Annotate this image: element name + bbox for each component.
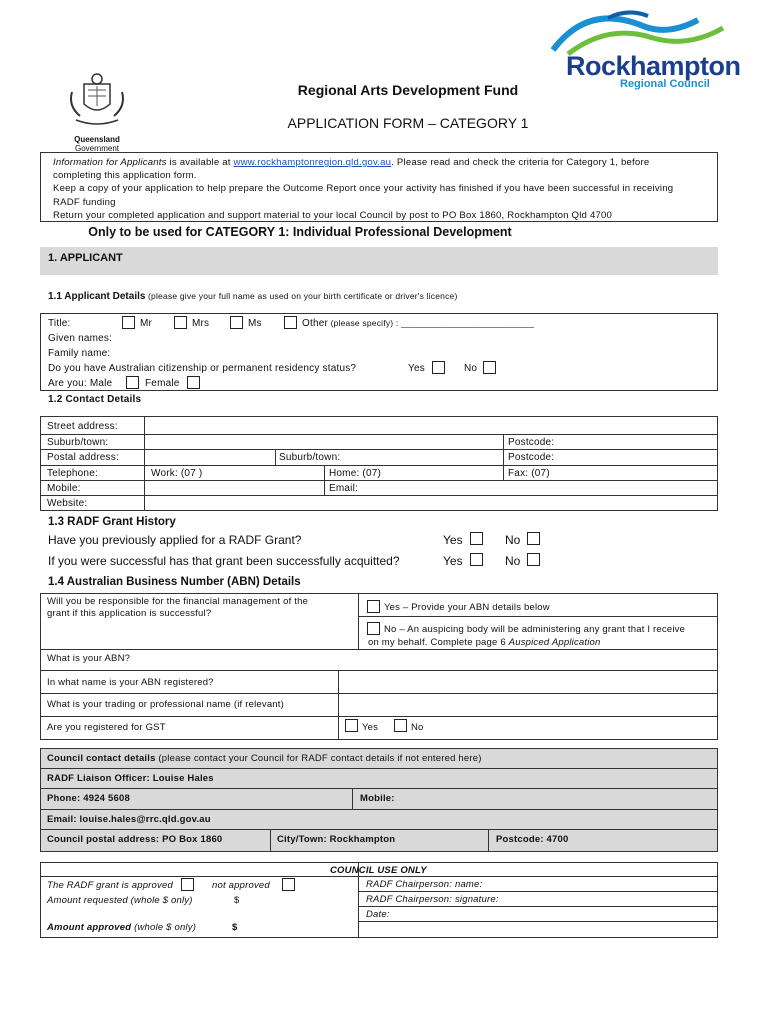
suburb-label: Suburb/town: — [47, 437, 109, 448]
grant-acquitted-yes-label: Yes — [443, 554, 463, 568]
category-notice: Only to be used for CATEGORY 1: Individual Professional Development — [88, 225, 512, 239]
grant-history-heading: 1.3 RADF Grant History — [48, 516, 176, 528]
other-label: Other — [302, 318, 329, 329]
info-line-3: Keep a copy of your application to help prepare the Outcome Report once your activity has finished if you have been successful in receiving — [53, 183, 674, 195]
fax-label: Fax: (07) — [508, 468, 550, 479]
mr-checkbox[interactable] — [122, 316, 135, 329]
abn-registered-name-label: In what name is your ABN registered? — [47, 677, 214, 688]
other-checkbox[interactable] — [284, 316, 297, 329]
section-applicant-header: 1. APPLICANT — [40, 247, 718, 275]
grant-approved-label: The RADF grant is approved — [47, 880, 173, 891]
amount-requested-dollar: $ — [234, 895, 240, 906]
grant-acquitted-no-label: No — [505, 554, 521, 568]
date-label: Date: — [366, 909, 390, 920]
liaison-officer: RADF Liaison Officer: Louise Hales — [47, 773, 214, 784]
mobile-label: Mobile: — [47, 483, 81, 494]
grant-approved-checkbox[interactable] — [181, 878, 194, 891]
male-checkbox[interactable] — [126, 376, 139, 389]
grant-applied-no-label: No — [505, 533, 521, 547]
female-checkbox[interactable] — [187, 376, 200, 389]
fund-title: Regional Arts Development Fund — [297, 82, 519, 98]
info-line-2: completing this application form. — [53, 170, 197, 182]
abn-no-line1: No – An auspicing body will be administering any grant that I receive — [384, 624, 686, 635]
postal-suburb-label: Suburb/town: — [279, 452, 341, 463]
home-phone-label: Home: (07) — [329, 468, 382, 479]
grant-acquitted-yes-checkbox[interactable] — [470, 553, 483, 566]
grant-acquitted-question: If you were successful has that grant been successfully acquitted? — [48, 554, 400, 568]
auspiced-application-reference: Auspiced Application — [508, 636, 601, 648]
council-contact-label: Council contact details — [47, 753, 156, 764]
female-label: Female — [145, 378, 180, 389]
council-phone: Phone: 4924 5608 — [47, 793, 130, 804]
gst-no-label: No — [411, 722, 424, 733]
council-contact-heading — [47, 753, 482, 764]
contact-details-heading: 1.2 Contact Details — [48, 394, 142, 405]
info-text: is available at — [166, 157, 234, 168]
abn-responsible-line1: Will you be responsible for the financial management of the — [47, 596, 309, 607]
postal-address-label: Postal address: — [47, 452, 119, 463]
citizenship-no-label: No — [464, 363, 478, 374]
mrs-checkbox[interactable] — [174, 316, 187, 329]
telephone-label: Telephone: — [47, 468, 98, 479]
grant-applied-yes-checkbox[interactable] — [470, 532, 483, 545]
not-approved-checkbox[interactable] — [282, 878, 295, 891]
contact-table — [40, 416, 718, 511]
grant-applied-no-checkbox[interactable] — [527, 532, 540, 545]
citizenship-no-checkbox[interactable] — [483, 361, 496, 374]
abn-yes-label: Yes – Provide your ABN details below — [384, 602, 550, 613]
council-website-link[interactable]: www.rockhamptonregion.qld.gov.au — [233, 157, 392, 168]
abn-yes-checkbox[interactable] — [367, 600, 380, 613]
rockhampton-logo — [548, 8, 748, 93]
council-email: Email: louise.hales@rrc.qld.gov.au — [47, 814, 211, 825]
abn-no-line2: on my behalf. Complete page 6 — [368, 636, 509, 648]
info-label: Information for Applicants — [53, 157, 167, 168]
other-title — [302, 318, 534, 329]
amount-approved-note: (whole $ only) — [131, 922, 197, 933]
applicant-details-label: 1.1 Applicant Details — [48, 291, 146, 302]
given-names-label: Given names: — [48, 333, 113, 344]
ms-label: Ms — [248, 318, 262, 329]
grant-acquitted-no-checkbox[interactable] — [527, 553, 540, 566]
ms-checkbox[interactable] — [230, 316, 243, 329]
chairperson-signature-label: RADF Chairperson: signature: — [366, 894, 499, 905]
title-label: Title: — [48, 318, 71, 329]
grant-applied-question: Have you previously applied for a RADF Grant? — [48, 533, 302, 547]
info-line-4: RADF funding — [53, 196, 116, 208]
chairperson-name-label: RADF Chairperson: name: — [366, 879, 483, 890]
gst-yes-label: Yes — [362, 722, 379, 733]
postcode-label: Postcode: — [508, 437, 555, 448]
trading-name-label: What is your trading or professional name (if relevant) — [47, 699, 284, 710]
info-box — [40, 152, 718, 222]
applicant-details-heading — [48, 291, 458, 302]
info-line-5: Return your completed application and support material to your local Council by post to PO Box 1860, Rockhampton Qld 4700 — [53, 209, 613, 221]
council-postcode: Postcode: 4700 — [496, 834, 569, 845]
amount-approved-heading — [47, 922, 196, 933]
info-text-2: . Please read and check the criteria for Category 1, before — [391, 157, 650, 168]
gst-no-checkbox[interactable] — [394, 719, 407, 732]
rockhampton-logo-text: Rockhampton — [566, 51, 741, 81]
amount-approved-dollar: $ — [232, 922, 238, 933]
not-approved-label: not approved — [212, 880, 270, 891]
abn-heading: 1.4 Australian Business Number (ABN) Details — [48, 576, 301, 588]
grant-applied-yes-label: Yes — [443, 533, 463, 547]
qld-logo-line1: Queensland — [74, 135, 120, 144]
citizenship-yes-checkbox[interactable] — [432, 361, 445, 374]
email-label: Email: — [329, 483, 358, 494]
council-mobile: Mobile: — [360, 793, 395, 804]
council-city: City/Town: Rockhampton — [277, 834, 396, 845]
qld-logo-line2: Government — [74, 144, 120, 153]
abn-responsible-line2: grant if this application is successful? — [47, 608, 212, 619]
mr-label: Mr — [140, 318, 153, 329]
amount-approved-label: Amount approved — [47, 922, 132, 933]
abn-no-label — [368, 624, 685, 649]
rockhampton-logo-sub: Regional Council — [620, 78, 710, 90]
form-title: APPLICATION FORM – CATEGORY 1 — [287, 115, 529, 131]
work-phone-label: Work: (07 ) — [151, 468, 203, 479]
gst-question: Are you registered for GST — [47, 722, 166, 733]
website-label: Website: — [47, 498, 88, 509]
citizenship-question: Do you have Australian citizenship or permanent residency status? — [48, 363, 357, 374]
abn-number-label: What is your ABN? — [47, 653, 131, 664]
street-address-label: Street address: — [47, 421, 118, 432]
postal-postcode-label: Postcode: — [508, 452, 555, 463]
council-postal-address: Council postal address: PO Box 1860 — [47, 834, 223, 845]
gst-yes-checkbox[interactable] — [345, 719, 358, 732]
citizenship-yes-label: Yes — [408, 363, 425, 374]
applicant-details-note: (please give your full name as used on your birth certificate or driver's licence) — [145, 291, 458, 301]
mrs-label: Mrs — [192, 318, 210, 329]
council-contact-note: (please contact your Council for RADF contact details if not entered here) — [155, 753, 482, 764]
family-name-label: Family name: — [48, 348, 111, 359]
gender-male-label: Are you: Male — [48, 378, 113, 389]
abn-responsible-question — [47, 596, 308, 620]
other-note: (please specify) : ___________________________ — [328, 318, 535, 328]
council-use-only-title: COUNCIL USE ONLY — [330, 865, 427, 876]
amount-requested-label: Amount requested (whole $ only) — [47, 895, 193, 906]
